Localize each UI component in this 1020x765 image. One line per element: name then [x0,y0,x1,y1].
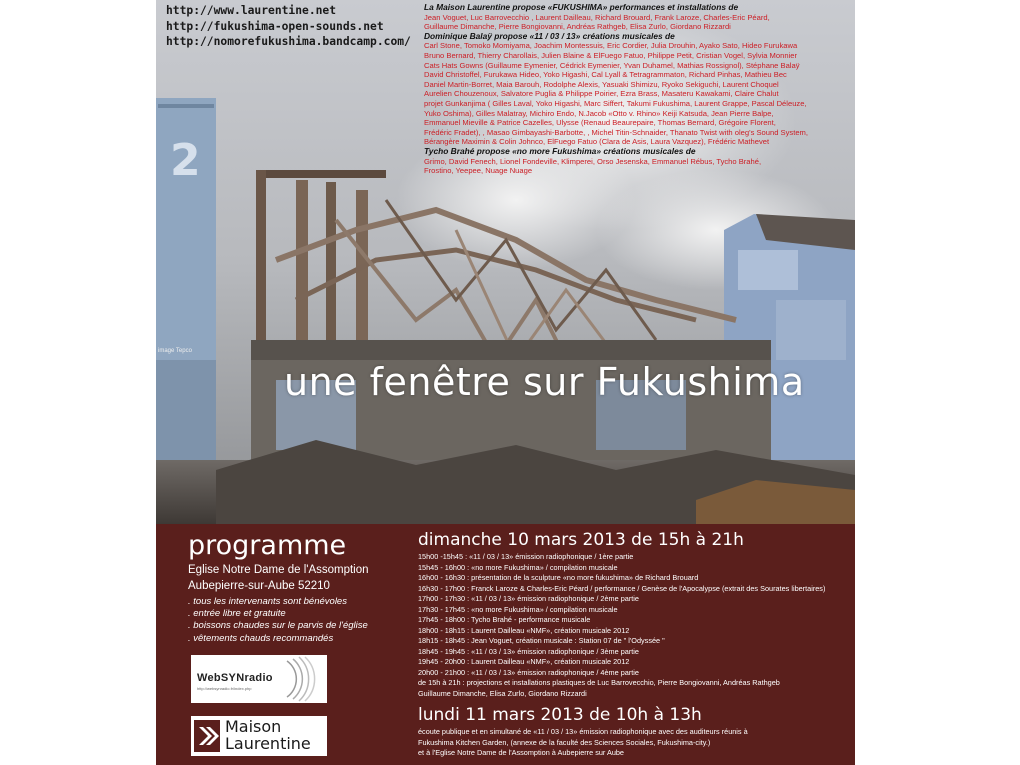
schedule-item: 20h00 - 21h00 : «11 / 03 / 13» émission radiophonique / 4ème partie [418,667,639,677]
program-heading: programme [188,530,347,561]
poster [156,0,855,765]
credits-line: Aurelien Chouzenoux, Salvatore Puglia & Philippe Poirier, Ezra Brass, Masateru Kawakami, Claire Chalut [424,89,779,99]
credits-line: Carl Stone, Tomoko Momiyama, Joachim Montessuis, Eric Cordier, Julia Drouhin, Ayako Sato, Hideo Furukawa [424,41,798,51]
credits-block [424,3,854,176]
websynradio-logo[interactable] [191,655,327,703]
schedule-item: 16h00 - 16h30 : présentation de la sculpture «no more fukushima» de Richard Brouard [418,573,699,582]
schedule-item: 17h00 - 17h30 : «11 / 03 / 13» émission radiophonique / 2ème partie [418,594,639,603]
schedule-item: 18h45 - 19h45 : «11 / 03 / 13» émission radiophonique / 3ème partie [418,646,639,656]
venue-name: Eglise Notre Dame de l'Assomption [188,564,369,576]
note-item: . vêtements chauds recommandés [188,632,334,644]
credits-line: Yuko Oshima), Gilles Malatray, Michiro Endo, N.Jacob «Otto v. Rhino» Keiji Katsuda, Jean Pierre Balpe, [424,108,774,118]
venue-address [188,562,369,594]
schedule-item: Fukushima Kitchen Garden, (annexe de la faculté des Sciences Sociales, Fukushima-city.) [418,737,711,747]
day2-schedule [418,727,748,759]
credits-line: David Christoffel, Furukawa Hideo, Yoko Higashi, Cal Lyall & Tetragrammaton, Richard Pinhas, Mathieu Bec [424,70,787,80]
credits-line: Guillaume Dimanche, Pierre Bongiovanni, Andréas Rathgeb, Elisa Zurlo, Giordano Rizzardi [424,22,731,32]
credits-heading: Tycho Brahé propose «no more Fukushima» créations musicales de [424,145,696,156]
credits-line: projet Gunkanjima ( Gilles Laval, Yoko Higashi, Marc Siffert, Takumi Fukushima, Laurent Grappe, Pascal Déleuze, [424,98,807,108]
schedule-item: 15h00 -15h45 : «11 / 03 / 13» émission radiophonique / 1ère partie [418,552,634,561]
svg-text:2: 2 [170,135,201,186]
day1-schedule [418,552,825,699]
credits-line: Jean Voguet, Luc Barrovecchio , Laurent Dailleau, Richard Brouard, Frank Laroze, Charles-Eric Péard, [424,12,770,22]
url-link-bandcamp[interactable]: http://nomorefukushima.bandcamp.com/ [166,35,411,48]
schedule-item: 19h45 - 20h00 : Laurent Dailleau «NMF», création musicale 2012 [418,657,630,666]
maison-laurentine-label: Maison Laurentine [225,717,311,753]
schedule-item: 18h15 - 18h45 : Jean Voguet, création musicale : Station 07 de " l'Odyssée " [418,636,665,645]
schedule-item: 17h45 - 18h00 : Tycho Brahé - performance musicale [418,615,591,624]
note-item: . entrée libre et gratuite [188,608,286,620]
url-list [166,3,411,50]
credits-line: Grimo, David Fenech, Lionel Fondeville, Klimperei, Orso Jesenska, Emmanuel Rébus, Tycho Brahé, [424,156,762,166]
credits-line: Daniel Martin-Borret, Maia Barouh, Rodolphe Alexis, Yasuaki Shimizu, Ryoko Sekiguchi, Laurent Choquel [424,79,779,89]
credits-line: Bérangère Maximin & Colin Johnco, ElFuego Fatuo (Clara de Asis, Laura Vazquez), Frédéric Mathevet [424,137,770,147]
schedule-item: Guillaume Dimanche, Elisa Zurlo, Giordano Rizzardi [418,688,587,698]
credits-line: Frédéric Fradet), , Masao Gimbayashi-Barbotte, , Michel Titin-Schnaider, Thanato Twist with oleg's Sound System, [424,127,808,137]
schedule-item: 17h30 - 17h45 : «no more Fukushima» / compilation musicale [418,604,618,614]
credits-line: Emmanuel Mieville & Patrice Cazelles, Ulysse (Renaud Beaurepaire, Thomas Bernard, Grégoire Florent, [424,118,776,128]
note-item: . boissons chaudes sur le parvis de l'église [188,620,368,632]
schedule-item: 18h00 - 18h15 : Laurent Dailleau «NMF», création musicale 2012 [418,625,630,635]
schedule-item: écoute publique et en simultané de «11 / 03 / 13» émission radiophonique avec des auditeurs réunis à [418,727,748,736]
url-link-laurentine[interactable]: http://www.laurentine.net [166,4,337,17]
schedule-item: de 15h à 21h : projections et installations plastiques de Luc Barrovecchio, Pierre Bongiovanni, Andréas Rathgeb [418,678,780,687]
maison-laurentine-logo[interactable] [191,716,327,756]
url-link-open-sounds[interactable]: http://fukushima-open-sounds.net [166,19,384,33]
day2-heading: lundi 11 mars 2013 de 10h à 13h [418,705,702,725]
credits-line: Frostino, Yeepee, Nuage Nuage [424,166,533,176]
poster-title: une fenêtre sur Fukushima [284,360,805,404]
day1-heading: dimanche 10 mars 2013 de 15h à 21h [418,530,744,550]
venue-town: Aubepierre-sur-Aube 52210 [188,580,330,592]
program-band [156,524,855,765]
schedule-item: et à l'Eglise Notre Dame de l'Assomption à Aubepierre sur Aube [418,748,624,757]
schedule-item: 16h30 - 17h00 : Franck Laroze & Charles-Eric Péard / performance / Genèse de l'Apocalypse (extrait des Sourates libertaires) [418,583,826,593]
poster-photo [156,0,855,524]
schedule-item: 15h45 - 16h00 : «no more Fukushima» / compilation musicale [418,562,618,572]
credits-heading: La Maison Laurentine propose «FUKUSHIMA» performances et installations de [424,2,739,12]
websynradio-url: http://websynradio.fr/index.php [197,686,252,691]
credits-line: Bruno Bernard, Thierry Charollais, Julien Blaine & ElFuego Fatuo, Philippe Petit, Cristian Vogel, Sylvia Monnier [424,50,797,60]
credits-line: Cats Hats Gowns (Guillaume Eymenier, Cédrick Eymenier, Yvan Duhamel, Mathias Rossignol), Stéphane Balaÿ [424,60,800,70]
credits-heading: Dominique Balaÿ propose «11 / 03 / 13» créations musicales de [424,30,675,41]
program-notes [188,596,368,645]
websynradio-label: WebSYNradio [197,672,273,684]
note-item: . tous les intervenants sont bénévoles [188,596,347,607]
image-credit: image Tepco [158,348,192,354]
maison-laurentine-mark-icon [194,720,224,752]
